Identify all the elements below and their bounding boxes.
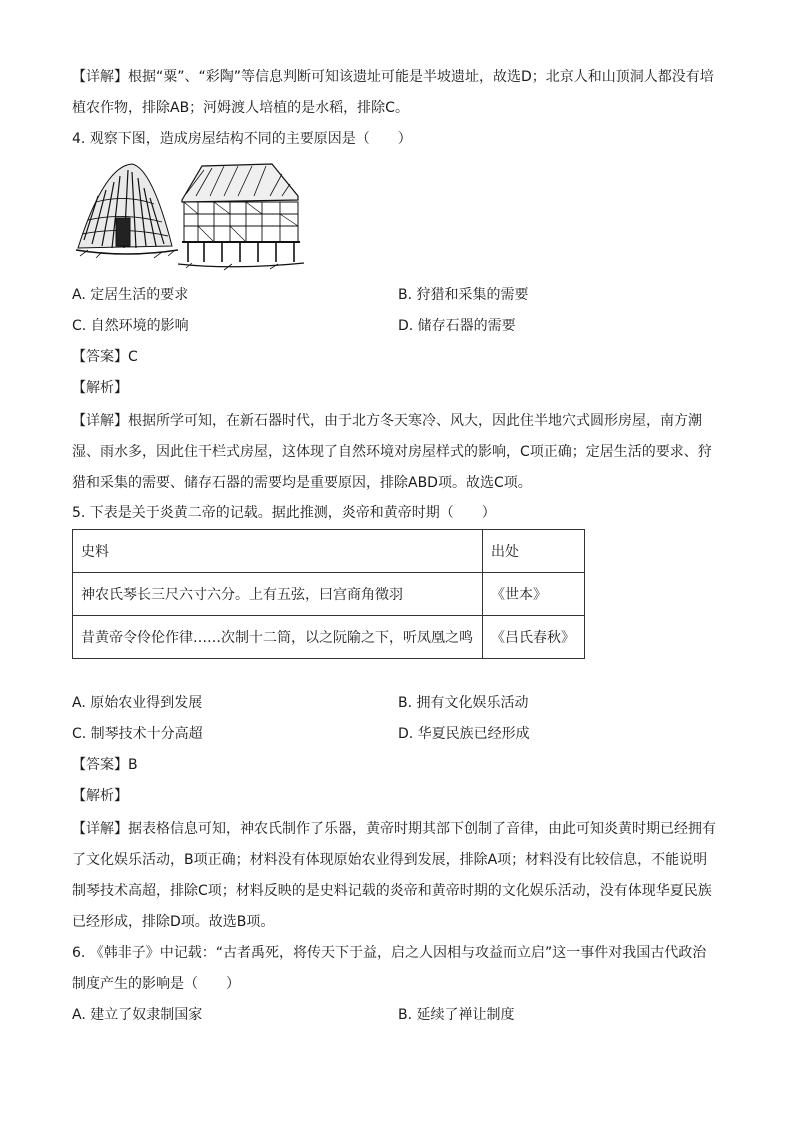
q4-answer: 【答案】C: [72, 349, 138, 365]
header-source: 出处: [483, 530, 585, 573]
q4-analysis-label: 【解析】: [72, 380, 128, 396]
q5-stem: 5. 下表是关于炎黄二帝的记载。据此推测，炎帝和黄帝时期（ ）: [72, 505, 496, 521]
q5-source-table: [72, 529, 585, 659]
q5-option-c: C. 制琴技术十分高超: [72, 726, 203, 742]
q4-option-c: C. 自然环境的影响: [72, 318, 189, 334]
q4-option-d: D. 储存石器的需要: [398, 318, 516, 334]
row1-material: 神农氏琴长三尺六寸六分。上有五弦，曰宫商角徵羽: [73, 573, 483, 616]
q6-option-a: A. 建立了奴隶制国家: [72, 1007, 203, 1023]
q5-detail-line-1: 【详解】据表格信息可知，神农氏制作了乐器，黄帝时期其部下创制了音律，由此可知炎黄时期已经拥有: [72, 821, 716, 837]
q5-detail-line-2: 了文化娱乐活动，B项正确；材料没有体现原始农业得到发展，排除A项；材料没有比较信息，不能说明: [72, 852, 708, 868]
row2-material: 昔黄帝令伶伦作律……次制十二筒，以之阮隃之下，听凤凰之鸣: [73, 616, 483, 659]
house-structures-figure: [74, 160, 306, 275]
q5-detail-line-3: 制琴技术高超，排除C项；材料反映的是史料记载的炎帝和黄帝时期的文化娱乐活动，没有体现华夏民族: [72, 883, 712, 899]
q5-option-d: D. 华夏民族已经形成: [398, 726, 530, 742]
q4-option-a: A. 定居生活的要求: [72, 287, 189, 303]
q5-answer: 【答案】B: [72, 757, 138, 773]
q5-option-b: B. 拥有文化娱乐活动: [398, 695, 529, 711]
q5-option-a: A. 原始农业得到发展: [72, 695, 203, 711]
table-row: [73, 616, 585, 659]
q4-detail-line-2: 湿、雨水多，因此住干栏式房屋，这体现了自然环境对房屋样式的影响，C项正确；定居生活的要求、狩: [72, 444, 712, 460]
header-material: 史料: [73, 530, 483, 573]
row1-source: 《世本》: [483, 573, 585, 616]
q4-option-b: B. 狩猎和采集的需要: [398, 287, 529, 303]
stilt-house: [178, 164, 304, 270]
q6-option-b: B. 延续了禅让制度: [398, 1007, 515, 1023]
q4-detail-line-1: 【详解】根据所学可知，在新石器时代，由于北方冬天寒冷、风大，因此住半地穴式圆形房屋，南方潮: [72, 413, 702, 429]
table-row: [73, 573, 585, 616]
q3-detail-line-1: 【详解】根据“粟”、“彩陶”等信息判断可知该遗址可能是半坡遗址，故选D；北京人和山顶洞人都没有培: [72, 69, 714, 85]
q4-stem: 4. 观察下图，造成房屋结构不同的主要原因是（ ）: [72, 131, 412, 147]
q4-detail-line-3: 猎和采集的需要、储存石器的需要均是重要原因，排除ABD项。故选C项。: [72, 475, 532, 491]
q6-stem-line-1: 6. 《韩非子》中记载：“古者禹死，将传天下于益，启之人因相与攻益而立启”这一事件对我国古代政治: [72, 945, 707, 961]
semi-subterranean-round-house: [76, 164, 178, 258]
q6-stem-line-2: 制度产生的影响是（ ）: [72, 976, 240, 992]
q5-detail-line-4: 已经形成，排除D项。故选B项。: [72, 914, 275, 930]
q5-analysis-label: 【解析】: [72, 788, 128, 804]
row2-source: 《吕氏春秋》: [483, 616, 585, 659]
q3-detail-line-2: 植农作物，排除AB；河姆渡人培植的是水稻，排除C。: [72, 100, 409, 116]
table-header-row: [73, 530, 585, 573]
